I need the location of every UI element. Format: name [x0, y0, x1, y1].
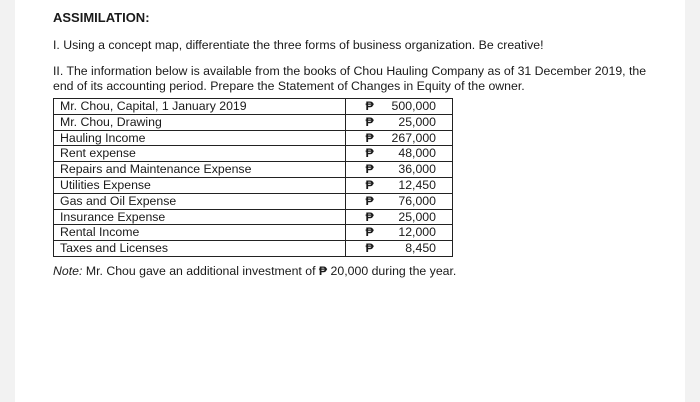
note-text-after: 20,000 during the year. — [327, 263, 457, 278]
account-amount: 12,450 — [398, 177, 436, 192]
table-row — [54, 146, 453, 162]
account-amount-cell — [346, 99, 453, 115]
account-name: Hauling Income — [54, 130, 346, 146]
account-amount-cell — [346, 130, 453, 146]
account-amount: 12,000 — [398, 225, 436, 240]
peso-sign: ₱ — [365, 241, 374, 256]
instruction-part-1: I. Using a concept map, differentiate the three forms of business organization. Be creative! — [53, 38, 544, 52]
account-name: Rental Income — [54, 225, 346, 241]
account-amount: 8,450 — [405, 241, 436, 256]
peso-sign: ₱ — [365, 146, 374, 161]
account-amount-cell — [346, 209, 453, 225]
peso-sign: ₱ — [365, 162, 374, 177]
account-amount: 48,000 — [398, 146, 436, 161]
account-amount: 76,000 — [398, 193, 436, 208]
account-amount-cell — [346, 225, 453, 241]
assignment-content — [53, 10, 663, 279]
note-label: Note: — [53, 263, 83, 278]
account-amount: 25,000 — [398, 209, 436, 224]
note-currency-symbol: ₱ — [318, 263, 328, 278]
accounts-table — [53, 98, 453, 257]
table-row — [54, 241, 453, 257]
account-amount-cell — [346, 162, 453, 178]
note-line — [53, 264, 663, 279]
account-name: Mr. Chou, Capital, 1 January 2019 — [54, 99, 346, 115]
table-row — [54, 225, 453, 241]
account-amount: 36,000 — [398, 162, 436, 177]
note-text-before: Mr. Chou gave an additional investment of — [82, 263, 319, 278]
account-amount-cell — [346, 177, 453, 193]
peso-sign: ₱ — [365, 114, 374, 129]
instruction-part-2: II. The information below is available from the books of Chou Hauling Company as of 31 December 2019, the end of its accounting period. Prepare the Statement of Changes in Equity of the owner. — [53, 64, 647, 93]
account-name: Gas and Oil Expense — [54, 193, 346, 209]
account-amount-cell — [346, 193, 453, 209]
account-name: Repairs and Maintenance Expense — [54, 162, 346, 178]
table-row — [54, 209, 453, 225]
peso-sign: ₱ — [365, 130, 374, 145]
table-row — [54, 162, 453, 178]
table-row — [54, 99, 453, 115]
account-name: Taxes and Licenses — [54, 241, 346, 257]
peso-sign: ₱ — [365, 209, 374, 224]
account-amount-cell — [346, 146, 453, 162]
peso-sign: ₱ — [365, 177, 374, 192]
document-page — [15, 0, 685, 402]
table-row — [54, 193, 453, 209]
account-name: Rent expense — [54, 146, 346, 162]
account-amount: 25,000 — [398, 114, 436, 129]
section-heading: ASSIMILATION: — [53, 10, 150, 25]
peso-sign: ₱ — [365, 193, 374, 208]
account-amount: 267,000 — [391, 130, 436, 145]
account-amount: 500,000 — [391, 99, 436, 113]
account-name: Mr. Chou, Drawing — [54, 114, 346, 130]
table-row — [54, 177, 453, 193]
account-amount-cell — [346, 114, 453, 130]
table-row — [54, 130, 453, 146]
account-name: Insurance Expense — [54, 209, 346, 225]
account-name: Utilities Expense — [54, 177, 346, 193]
peso-sign: ₱ — [365, 99, 374, 113]
table-row — [54, 114, 453, 130]
peso-sign: ₱ — [365, 225, 374, 240]
account-amount-cell — [346, 241, 453, 257]
